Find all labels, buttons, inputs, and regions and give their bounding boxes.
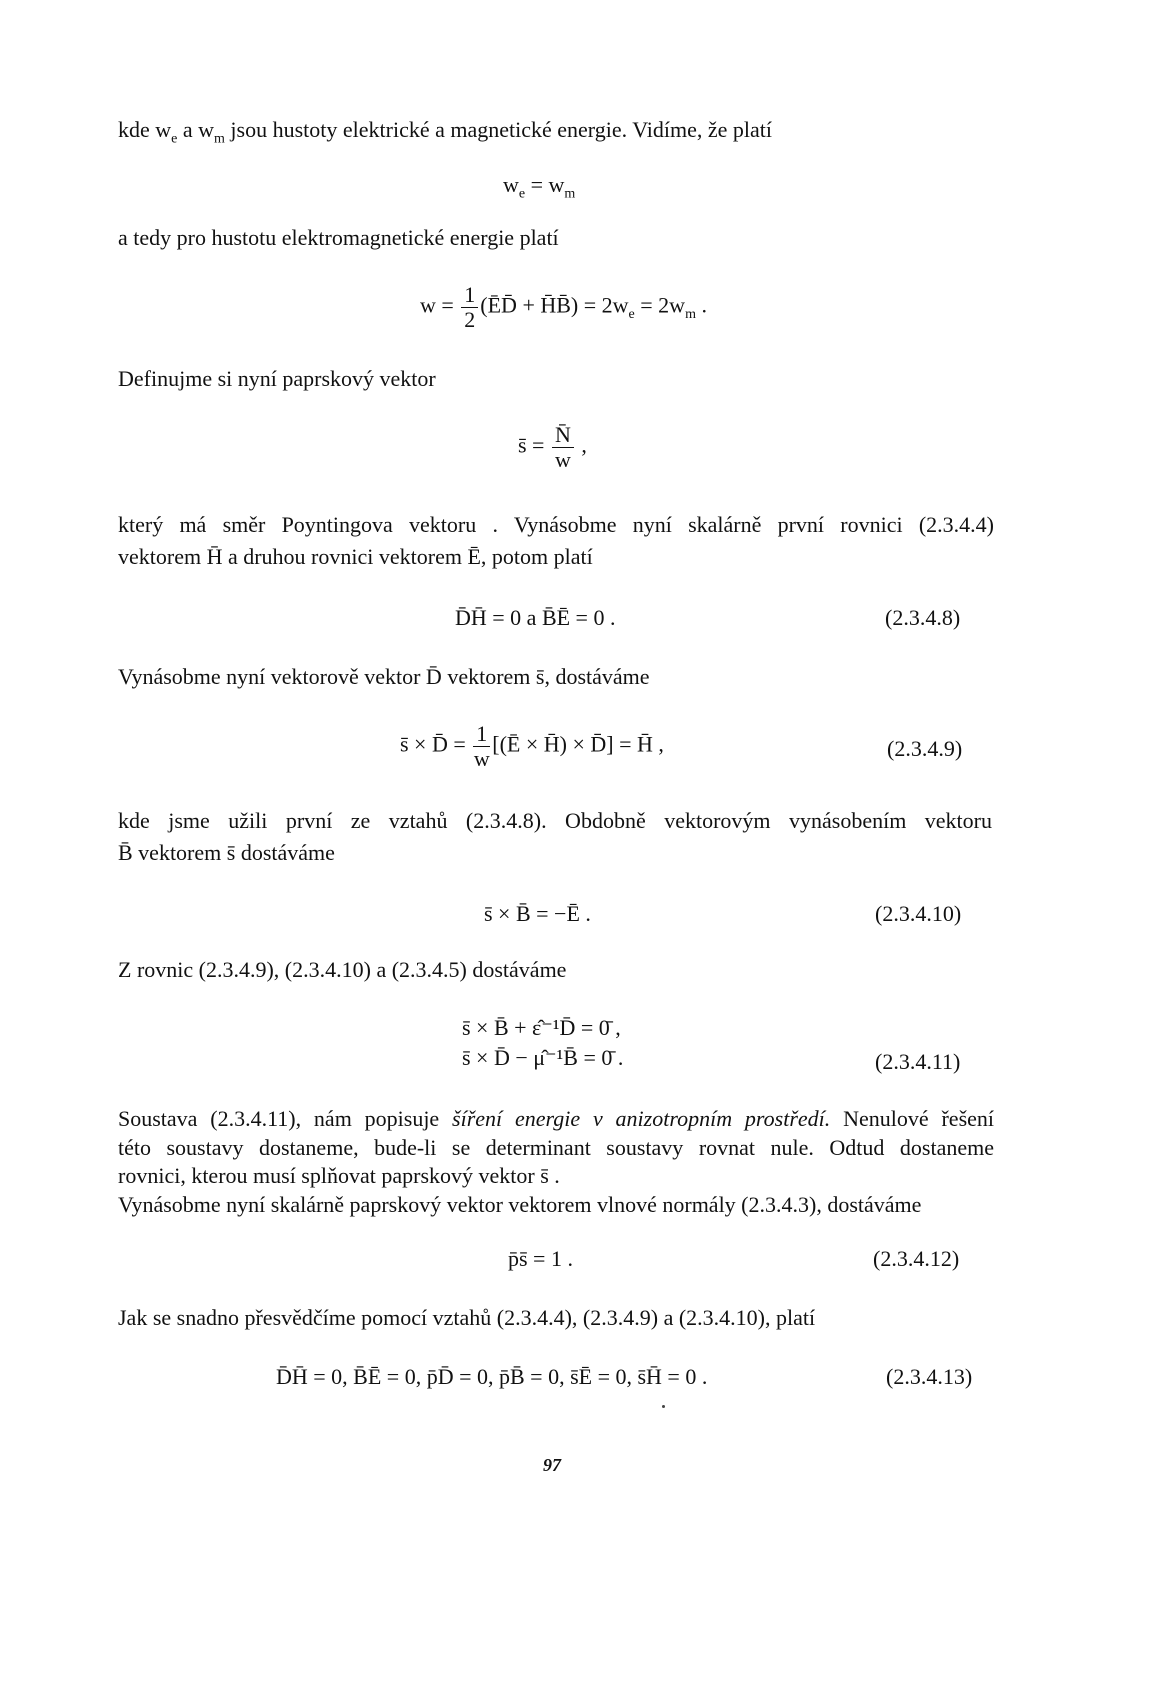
- emphasis: šíření energie v anizotropním prostředí.: [452, 1106, 831, 1131]
- equation-number: (2.3.4.10): [875, 901, 962, 926]
- subscript: m: [564, 186, 576, 202]
- equation-number: (2.3.4.13): [886, 1364, 973, 1389]
- text: (ĒD̄ + H̄B̄) = 2w: [480, 292, 629, 318]
- paragraph-energy-density: a tedy pro hustotu elektromagnetické energie platí: [118, 225, 559, 250]
- equation-2-3-4-12: p̄s̄ = 1 .: [508, 1246, 573, 1271]
- text: s̄ × D̄ =: [400, 731, 472, 757]
- denominator: w: [554, 447, 571, 472]
- text: .: [695, 292, 707, 318]
- equation-2-3-4-9: [400, 722, 664, 771]
- equation-energy-density: [420, 283, 707, 332]
- equation-ray-vector: [518, 423, 587, 472]
- text: ,: [575, 432, 587, 458]
- speck: [662, 1405, 665, 1408]
- equation-2-3-4-11-b: s̄ × D̄ − μ̂⁻¹B̄ = 0̄ .: [462, 1045, 624, 1070]
- denominator: w: [473, 746, 490, 771]
- text: a w: [177, 117, 215, 142]
- paragraph-system-line1: [118, 1106, 994, 1132]
- paragraph-cross-product: Vynásobme nyní vektorově vektor D̄ vektorem s̄, dostáváme: [118, 664, 650, 689]
- paragraph-relations: Jak se snadno přesvědčíme pomocí vztahů (2.3.4.4), (2.3.4.9) a (2.3.4.10), platí: [118, 1305, 816, 1330]
- paragraph-system-line2: této soustavy dostaneme, bude-li se determinant soustavy rovnat nule. Odtud dostaneme: [118, 1135, 994, 1160]
- fraction: [552, 423, 574, 472]
- paragraph-poynting-line2: vektorem H̄ a druhou rovnici vektorem Ē, potom platí: [118, 544, 593, 569]
- denominator: 2: [464, 307, 476, 332]
- subscript: e: [171, 131, 178, 147]
- text: Nenulové řešení: [830, 1106, 995, 1131]
- paragraph-analog-line1: kde jsme užili první ze vztahů (2.3.4.8). Obdobně vektorovým vynásobením vektoru: [118, 808, 992, 833]
- numerator: 1: [461, 283, 478, 308]
- text: [(Ē × H̄) × D̄] = H̄ ,: [492, 731, 664, 757]
- numerator: N̄: [552, 423, 574, 448]
- page-number: 97: [543, 1455, 561, 1475]
- equation-number: (2.3.4.12): [873, 1246, 960, 1271]
- numerator: 1: [473, 722, 490, 747]
- text: w =: [420, 292, 460, 318]
- text: s̄ =: [518, 432, 550, 458]
- subscript: e: [518, 186, 526, 202]
- equation-2-3-4-11-a: s̄ × B̄ + ε̂⁻¹D̄ = 0̄ ,: [462, 1015, 621, 1040]
- paragraph-analog-line2: B̄ vektorem s̄ dostáváme: [118, 840, 335, 865]
- paragraph-system-line3: rovnici, kterou musí splňovat paprskový vektor s̄ .: [118, 1163, 560, 1188]
- text: Soustava (2.3.4.11), nám popisuje: [118, 1106, 453, 1131]
- equation-we-wm: [503, 172, 575, 207]
- text: jsou hustoty elektrické a magnetické energie. Vidíme, že platí: [224, 117, 772, 142]
- subscript: m: [685, 306, 696, 322]
- fraction: [461, 283, 478, 332]
- equation-2-3-4-13: D̄H̄ = 0, B̄Ē = 0, p̄D̄ = 0, p̄B̄ = 0, s̄Ē = 0, s̄H̄ = 0 .: [276, 1364, 708, 1389]
- text: w: [503, 172, 519, 197]
- equation-2-3-4-10: s̄ × B̄ = −Ē .: [484, 901, 591, 926]
- text: = w: [525, 172, 565, 197]
- paragraph-scalar-product: Vynásobme nyní skalárně paprskový vektor vektorem vlnové normály (2.3.4.3), dostáváme: [118, 1192, 922, 1217]
- subscript: e: [628, 306, 635, 322]
- equation-number: (2.3.4.11): [875, 1049, 961, 1074]
- fraction: [473, 722, 490, 771]
- equation-number: (2.3.4.9): [887, 736, 963, 761]
- subscript: m: [214, 131, 225, 147]
- text: = 2w: [634, 292, 686, 318]
- paragraph-intro: [118, 117, 772, 152]
- paragraph-from-equations: Z rovnic (2.3.4.9), (2.3.4.10) a (2.3.4.5) dostáváme: [118, 957, 567, 982]
- equation-number: (2.3.4.8): [885, 605, 961, 630]
- text: kde w: [118, 117, 172, 142]
- equation-2-3-4-8: D̄H̄ = 0 a B̄Ē = 0 .: [455, 605, 616, 630]
- paragraph-poynting-line1: který má směr Poyntingova vektoru . Vynásobme nyní skalárně první rovnici (2.3.4.4): [118, 512, 994, 537]
- paragraph-ray-vector: Definujme si nyní paprskový vektor: [118, 366, 436, 391]
